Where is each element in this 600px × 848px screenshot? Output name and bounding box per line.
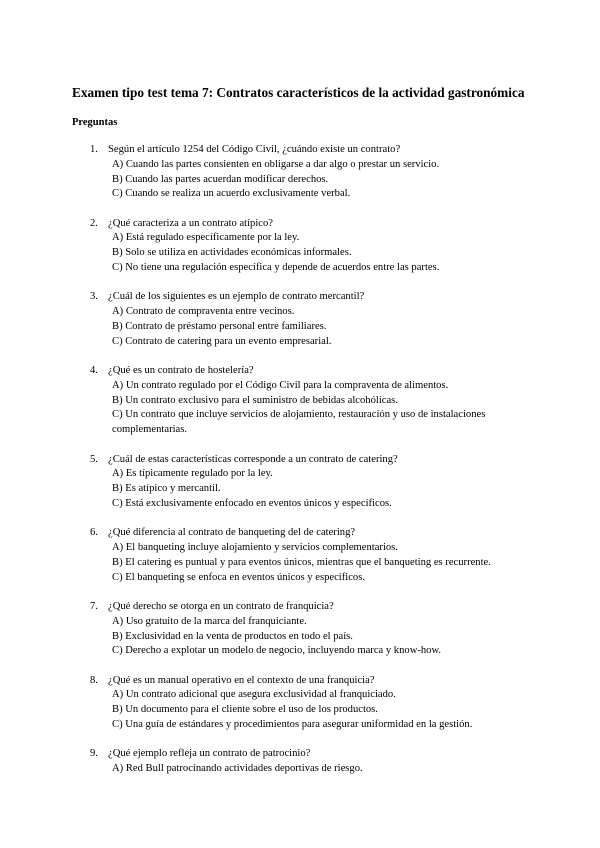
question-text: ¿Cuál de estas características corresponde a un contrato de catering?	[108, 453, 398, 465]
question-item	[0, 290, 600, 349]
question-number: 4.	[90, 365, 98, 377]
question-item	[0, 747, 600, 777]
answer-option: A) Cuando las partes consienten en obligarse a dar algo o prestar un servicio.	[112, 158, 440, 170]
question-number: 5.	[90, 453, 98, 465]
answer-option: C) Cuando se realiza un acuerdo exclusivamente verbal.	[112, 188, 351, 200]
answer-option: B) Un documento para el cliente sobre el uso de los productos.	[112, 704, 378, 716]
answer-option: A) Contrato de compraventa entre vecinos.	[112, 306, 295, 318]
question-text: ¿Qué caracteriza a un contrato atípico?	[108, 217, 273, 229]
answer-option: A) Red Bull patrocinando actividades deportivas de riesgo.	[112, 763, 363, 775]
question-text: ¿Qué ejemplo refleja un contrato de patrocinio?	[108, 748, 311, 760]
answer-option: B) Contrato de préstamo personal entre familiares.	[112, 320, 327, 332]
answer-option: A) El banqueting incluye alojamiento y servicios complementarios.	[112, 542, 398, 554]
question-number: 3.	[90, 291, 98, 303]
question-number: 1.	[90, 144, 98, 155]
question-item	[0, 600, 600, 659]
question-item	[0, 217, 600, 276]
question-text: ¿Cuál de los siguientes es un ejemplo de contrato mercantil?	[108, 291, 365, 303]
answer-option: B) Solo se utiliza en actividades económicas informales.	[112, 247, 352, 259]
answer-option: C) No tiene una regulación específica y depende de acuerdos entre las partes.	[112, 262, 440, 274]
question-text: ¿Qué es un manual operativo en el contexto de una franquicia?	[108, 674, 375, 686]
question-number: 2.	[90, 217, 98, 229]
document-title: Examen tipo test tema 7: Contratos característicos de la actividad gastronómica	[72, 85, 525, 100]
question-number: 6.	[90, 527, 98, 539]
section-heading: Preguntas	[72, 117, 118, 128]
answer-option: B) Un contrato exclusivo para el suministro de bebidas alcohólicas.	[112, 394, 398, 406]
question-item	[0, 674, 600, 733]
answer-option: C) Una guía de estándares y procedimientos para asegurar uniformidad en la gestión.	[112, 719, 473, 730]
answer-option: C) El banqueting se enfoca en eventos únicos y específicos.	[112, 571, 365, 583]
answer-option: A) Un contrato adicional que asegura exclusividad al franquiciado.	[112, 689, 396, 701]
question-number: 8.	[90, 674, 98, 686]
answer-option: B) Exclusividad en la venta de productos en todo el país.	[112, 630, 353, 642]
question-item	[0, 453, 600, 512]
question-text: Según el artículo 1254 del Código Civil, ¿cuándo existe un contrato?	[108, 144, 401, 155]
question-item	[0, 364, 600, 438]
question-number: 9.	[90, 748, 98, 760]
answer-option: B) Cuando las partes acuerdan modificar derechos.	[112, 173, 329, 185]
question-item	[0, 143, 600, 202]
answer-option: C) Está exclusivamente enfocado en eventos únicos y específicos.	[112, 497, 392, 509]
answer-option: B) Es atípico y mercantil.	[112, 483, 221, 495]
question-text: ¿Qué es un contrato de hostelería?	[108, 365, 254, 377]
question-text: ¿Qué derecho se otorga en un contrato de franquicia?	[108, 600, 334, 612]
question-text: ¿Qué diferencia al contrato de banqueting del de catering?	[108, 527, 356, 539]
question-number: 7.	[90, 600, 98, 612]
answer-option: A) Es típicamente regulado por la ley.	[112, 468, 273, 480]
answer-option: C) Un contrato que incluye servicios de alojamiento, restauración y uso de instalaciones complementarias.	[112, 409, 486, 436]
question-list	[0, 143, 600, 791]
answer-option: A) Está regulado específicamente por la ley.	[112, 232, 300, 244]
question-item	[0, 526, 600, 585]
answer-option: B) El catering es puntual y para eventos únicos, mientras que el banqueting es recurrente.	[112, 556, 491, 568]
answer-option: A) Uso gratuito de la marca del franquiciante.	[112, 615, 307, 627]
answer-option: C) Derecho a explotar un modelo de negocio, incluyendo marca y know-how.	[112, 645, 442, 657]
answer-option: A) Un contrato regulado por el Código Civil para la compraventa de alimentos.	[112, 379, 449, 391]
answer-option: C) Contrato de catering para un evento empresarial.	[112, 335, 332, 347]
